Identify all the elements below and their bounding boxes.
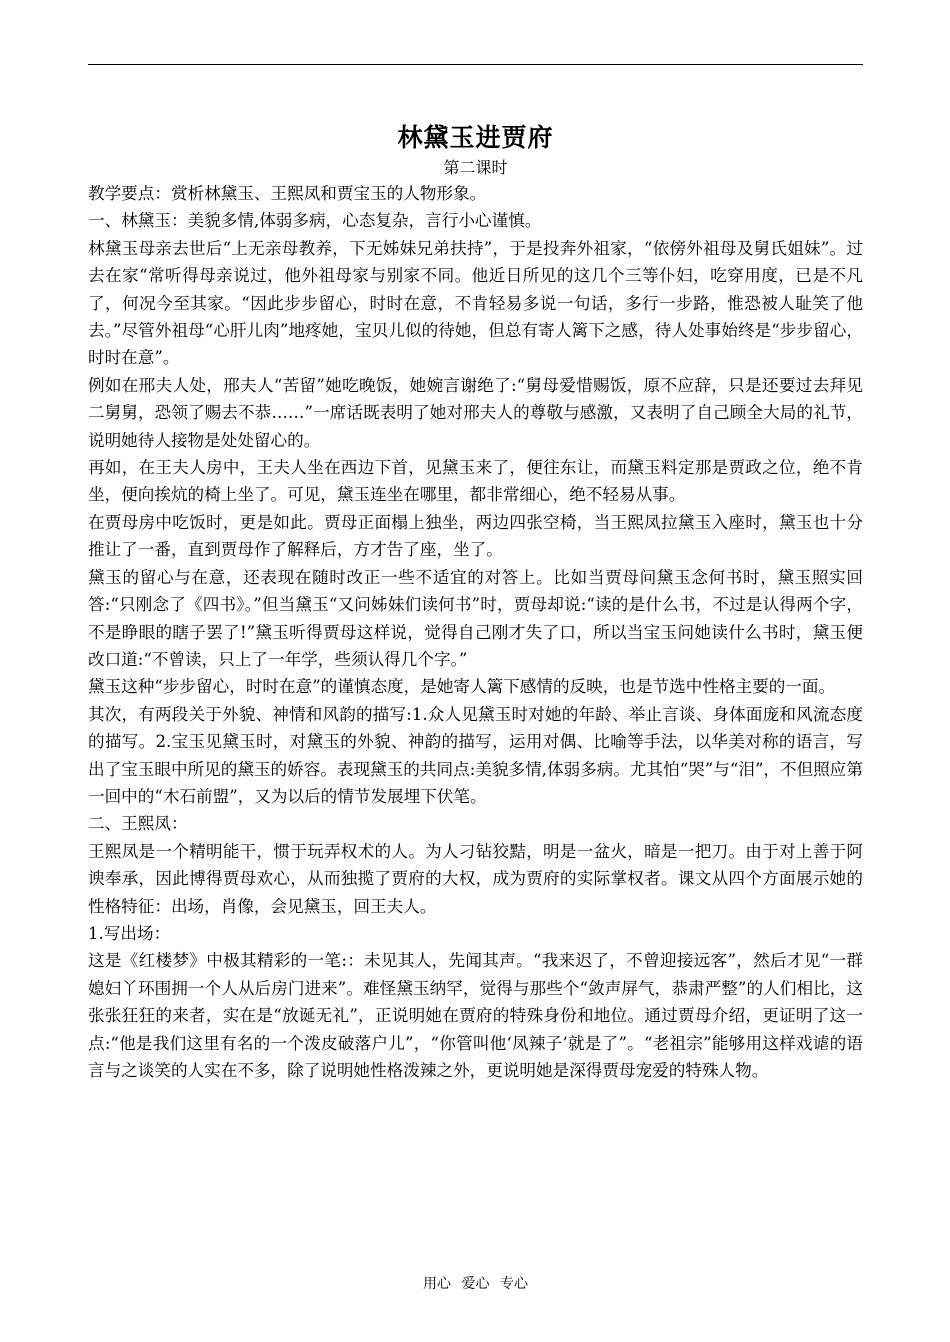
body-paragraph: 在贾母房中吃饭时，更是如此。贾母正面榻上独坐，两边四张空椅，当王熙凤拉黛玉入座时，黛玉也十分推让了一番，直到贾母作了解释后，方才告了座，坐了。 bbox=[88, 512, 863, 560]
section-heading-wang-xifeng: 二、王熙凤： bbox=[88, 814, 188, 834]
body-paragraph: 黛玉的留心与在意，还表现在随时改正一些不适宜的对答上。比如当贾母问黛玉念何书时，黛玉照实回答:“只刚念了《四书》。”但当黛玉“又问姊妹们读何书”时，贾母却说:“读的是什么书，不过是认得两个字，不是睁眼的瞎子罢了!”黛玉听得贾母这样说，觉得自己刚才失了口，所以当宝玉问她读什么书时，黛玉便改口道:“不曾读，只上了一年学，些须认得几个字。” bbox=[88, 567, 863, 669]
body-paragraph: 其次，有两段关于外貌、神情和风韵的描写:1.众人见黛玉时对她的年龄、举止言谈、身体面庞和风流态度的描写。2.宝玉见黛玉时，对黛玉的外貌、神韵的描写，运用对偶、比喻等手法，以华美对称的语言，写出了宝玉眼中所见的黛玉的娇容。表现黛玉的共同点:美貌多情,体弱多病。尤其怕“哭”与“泪”，不但照应第一回中的“木石前盟”，又为以后的情节发展埋下伏笔。 bbox=[88, 704, 863, 806]
page-subtitle: 第二课时 bbox=[443, 158, 508, 177]
document-body bbox=[88, 180, 863, 1084]
page-title: 林黛玉进贾府 bbox=[397, 123, 554, 152]
section-heading-lin-daiyu: 一、林黛玉：美貌多情,体弱多病，心态复杂，言行小心谨慎。 bbox=[88, 211, 542, 231]
body-paragraph: 例如在邢夫人处，邢夫人“苦留”她吃晚饭，她婉言谢绝了:“舅母爱惜赐饭，原不应辞，只是还要过去拜见二舅舅，恐领了赐去不恭……”一席话既表明了她对邢夫人的尊敬与感激，又表明了自己顾全大局的礼节，说明她待人接物是处处留心的。 bbox=[88, 375, 863, 450]
body-paragraph: 这是《红楼梦》中极其精彩的一笔:：未见其人，先闻其声。“我来迟了，不曾迎接远客”，然后才见“一群媳妇丫环围拥一个人从后房门进来”。难怪黛玉纳罕，觉得与那些个“敛声屏气，恭肃严整”的人们相比，这张张狂狂的来者，实在是“放诞无礼”，正说明她在贾府的特殊身份和地位。通过贾母介绍，更证明了这一点:“他是我们这里有名的一个泼皮破落户儿”，“你管叫他‘凤辣子’就是了”。“老祖宗”能够用这样戏谑的语言与之谈笑的人实在不多，除了说明她性格泼辣之外，更说明她是深得贾母宠爱的特殊人物。 bbox=[88, 951, 863, 1080]
header-rule bbox=[88, 64, 863, 65]
teaching-focus-paragraph: 教学要点：赏析林黛玉、王熙凤和贾宝玉的人物形象。 bbox=[88, 184, 487, 203]
body-paragraph: 再如，在王夫人房中，王夫人坐在西边下首，见黛玉来了，便往东让，而黛玉料定那是贾政之位，绝不肯坐，便向挨炕的椅上坐了。可见，黛玉连坐在哪里，都非常细心，绝不轻易从事。 bbox=[88, 458, 863, 505]
body-paragraph: 黛玉这种“步步留心，时时在意”的谨慎态度，是她寄人篱下感情的反映，也是节选中性格主要的一面。 bbox=[88, 677, 836, 697]
subsection-heading: 1.写出场： bbox=[88, 923, 171, 943]
body-paragraph: 王熙凤是一个精明能干，惯于玩弄权术的人。为人刁钻狡黠，明是一盆火，暗是一把刀。由于对上善于阿谀奉承，因此博得贾母欢心，从而独揽了贾府的大权，成为贾府的实际掌权者。课文从四个方面展示她的性格特征：出场，肖像，会见黛玉，回王夫人。 bbox=[88, 841, 863, 916]
page-footer: 用心 爱心 专心 bbox=[423, 1276, 528, 1292]
body-paragraph: 林黛玉母亲去世后“上无亲母教养，下无姊妹兄弟扶持”，于是投奔外祖家，“依傍外祖母及舅氏姐妹”。过去在家“常听得母亲说过，他外祖母家与别家不同。他近日所见的这几个三等仆妇，吃穿用度，已是不凡了，何况今至其家。“因此步步留心，时时在意，不肯轻易多说一句话，多行一步路，惟恐被人耻笑了他去。”尽管外祖母“心肝儿肉”地疼她，宝贝儿似的待她，但总有寄人篱下之感，待人处事始终是“步步留心，时时在意”。 bbox=[88, 238, 863, 368]
